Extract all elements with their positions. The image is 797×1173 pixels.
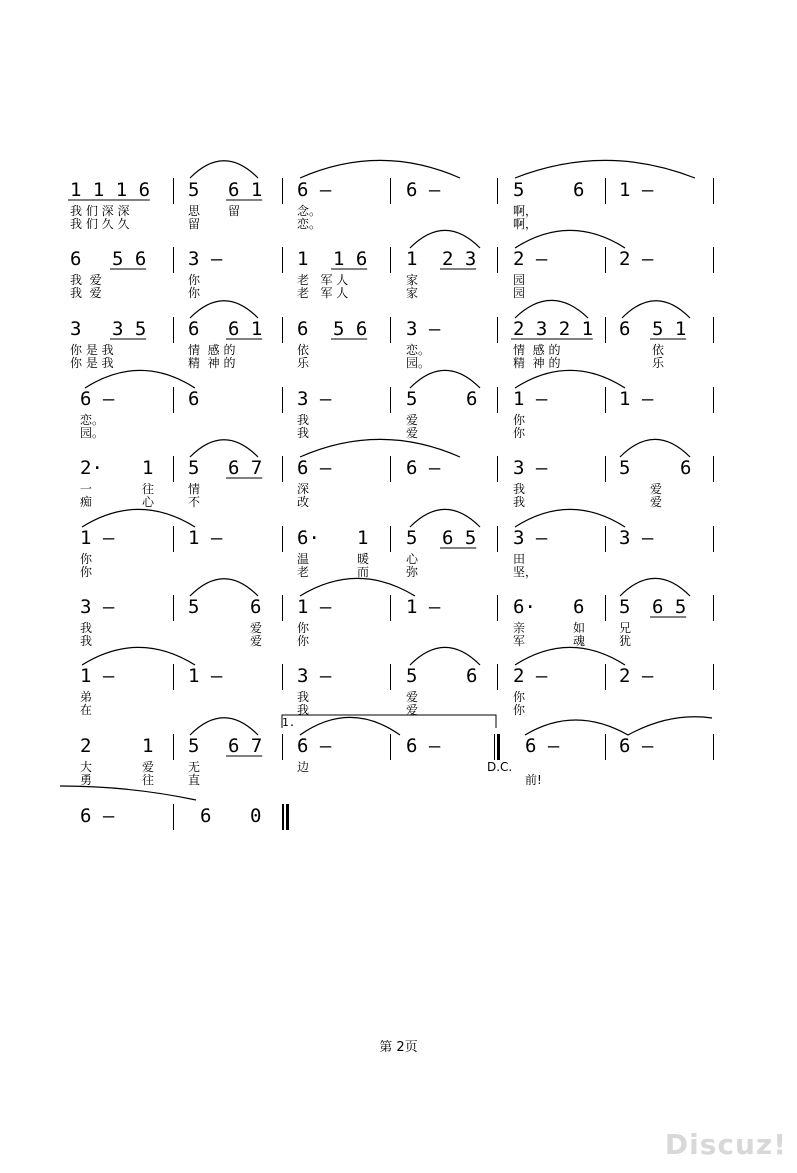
note-group: 6 – — [619, 735, 654, 757]
lyric-verse-1: 边 — [297, 760, 310, 774]
lyric-verse-2: 爱 — [650, 495, 663, 509]
lyric-verse-2: 家 — [406, 286, 419, 300]
barline — [497, 178, 498, 204]
note-group: 5 — [188, 457, 200, 479]
note-group: 1 — [297, 248, 309, 270]
note-group: 3 – — [297, 388, 332, 410]
slur-arc — [190, 301, 258, 318]
barline — [713, 247, 714, 273]
lyric-verse-1: D.C. — [487, 760, 513, 774]
barline — [390, 178, 391, 204]
barline — [390, 595, 391, 621]
barline — [173, 178, 174, 204]
lyric-verse-2: 你 — [513, 426, 526, 440]
lyric-verse-1: 我 们 深 深 — [70, 204, 130, 218]
lyric-verse-1: 弟 — [80, 690, 93, 704]
slur-arc — [515, 230, 625, 248]
slur-arc — [515, 160, 695, 178]
barline — [390, 247, 391, 273]
slur-arc — [190, 161, 258, 178]
lyric-verse-2: 往 — [142, 773, 155, 787]
note-group: 5 — [406, 388, 418, 410]
barline — [497, 387, 498, 413]
barline — [497, 247, 498, 273]
lyric-verse-2: 我 — [297, 703, 310, 717]
barline — [282, 178, 283, 204]
barline — [173, 664, 174, 690]
barline — [713, 664, 714, 690]
slur-arc — [515, 509, 625, 527]
lyric-verse-2: 犹 — [619, 634, 632, 648]
lyric-verse-1: 我 — [297, 690, 310, 704]
note-group: 1 – — [188, 527, 223, 549]
lyric-verse-2: 坚， — [513, 565, 538, 579]
barline — [497, 317, 498, 343]
note-group: 6 – — [297, 735, 332, 757]
note-group: 2 — [80, 735, 92, 757]
barline — [497, 595, 498, 621]
note-group: 3 — [70, 318, 82, 340]
barline — [173, 804, 174, 830]
lyric-verse-1: 情 — [188, 482, 201, 496]
watermark-logo: Discuz! — [664, 1128, 787, 1161]
lyric-verse-1: 爱 — [406, 690, 419, 704]
note-group: 6 — [250, 596, 262, 618]
note-group: 5 — [619, 457, 631, 479]
lyric-verse-1: 家 — [406, 273, 419, 287]
slur-arc — [515, 300, 588, 318]
tie-arc — [525, 717, 712, 735]
barline — [173, 247, 174, 273]
barline — [173, 456, 174, 482]
barline — [282, 317, 283, 343]
barline — [282, 456, 283, 482]
lyric-verse-1: 情 感 的 — [188, 343, 236, 357]
lyric-verse-2: 你 是 我 — [70, 356, 114, 370]
lyric-verse-1: 爱 — [650, 482, 663, 496]
barline — [713, 456, 714, 482]
lyric-verse-1: 恋。 — [406, 343, 431, 357]
barline — [282, 387, 283, 413]
volta-label: 1. — [282, 716, 296, 729]
barline — [605, 178, 606, 204]
lyric-verse-1: 心 — [406, 552, 419, 566]
lyric-verse-1: 爱 — [406, 413, 419, 427]
tie-arc — [60, 786, 196, 800]
lyric-verse-1: 啊， — [513, 204, 538, 218]
note-group: 6 — [188, 318, 200, 340]
note-group: 1 — [357, 527, 369, 549]
note-group: 3 – — [513, 457, 548, 479]
barline — [282, 664, 283, 690]
final-barline — [282, 804, 284, 830]
lyric-verse-2: 我 们 久 久 — [70, 217, 130, 231]
lyric-verse-1: 依 — [652, 343, 665, 357]
lyric-verse-2: 我 — [297, 426, 310, 440]
note-group: 2 3 — [442, 248, 477, 270]
lyric-verse-1: 念。 — [297, 204, 322, 218]
note-group: 2 – — [513, 665, 548, 687]
lyric-verse-2: 爱 — [250, 634, 263, 648]
slur-arc — [190, 440, 258, 457]
barline — [605, 664, 606, 690]
note-group: 0 — [250, 805, 262, 827]
lyric-verse-2: 军 — [513, 634, 526, 648]
barline — [605, 526, 606, 552]
barline — [497, 456, 498, 482]
lyric-verse-1: 一 — [80, 482, 93, 496]
note-group: 6 5 — [442, 527, 477, 549]
barline — [282, 734, 283, 760]
lyric-verse-2: 我 — [80, 634, 93, 648]
slur-arc — [82, 647, 195, 665]
lyric-verse-2: 园。 — [406, 356, 431, 370]
slur-arc — [300, 578, 415, 596]
note-group: 2 – — [513, 248, 548, 270]
note-group: 6 – — [297, 179, 332, 201]
lyric-verse-2: 乐 — [297, 356, 310, 370]
lyric-verse-1: 你 — [297, 621, 310, 635]
note-group: 6 – — [80, 805, 115, 827]
lyric-verse-1: 温 — [297, 552, 310, 566]
lyric-verse-2: 在 — [80, 703, 93, 717]
barline — [173, 526, 174, 552]
lyric-verse-1: 你 是 我 — [70, 343, 114, 357]
lyric-verse-2: 勇 — [80, 773, 93, 787]
barline — [390, 664, 391, 690]
lyric-verse-1: 无 — [188, 760, 201, 774]
lyric-verse-1: 你 — [513, 690, 526, 704]
note-group: 6 – — [525, 735, 560, 757]
note-group: 6 5 — [652, 596, 687, 618]
slur-arc — [410, 230, 480, 248]
lyric-verse-2: 园 — [513, 286, 526, 300]
lyric-verse-1: 深 — [297, 482, 310, 496]
note-group: 5 — [188, 179, 200, 201]
note-group: 5 — [188, 735, 200, 757]
barline — [605, 595, 606, 621]
note-group: 3 – — [297, 665, 332, 687]
barline — [173, 317, 174, 343]
lyric-verse-2: 你 — [297, 634, 310, 648]
note-group: 6 – — [297, 457, 332, 479]
note-group: 2 3 2 1 — [513, 318, 594, 340]
note-group: 3 – — [406, 318, 441, 340]
lyric-verse-2: 你 — [80, 565, 93, 579]
slur-arc — [620, 439, 690, 457]
note-group: 6 – — [80, 388, 115, 410]
note-group: 2 – — [619, 248, 654, 270]
lyric-verse-1: 如 — [573, 621, 586, 635]
note-group: 3 – — [513, 527, 548, 549]
lyric-verse-2: 你 — [188, 286, 201, 300]
barline — [713, 734, 714, 760]
lyric-verse-1: 爱 — [250, 621, 263, 635]
note-group: 6 1 — [228, 179, 263, 201]
lyric-verse-1: 你 — [513, 413, 526, 427]
note-group: 3 – — [80, 596, 115, 618]
note-group: 1 – — [297, 596, 332, 618]
lyric-verse-2: 痴 — [80, 495, 93, 509]
note-group: 6 7 — [228, 457, 263, 479]
lyric-verse-1: 恋。 — [80, 413, 105, 427]
note-group: 6 — [188, 388, 200, 410]
note-group: 5 6 — [333, 318, 368, 340]
lyric-verse-1: 依 — [297, 343, 310, 357]
note-group: 6 — [573, 179, 585, 201]
slur-arc — [620, 578, 690, 596]
barline — [605, 317, 606, 343]
barline — [605, 247, 606, 273]
note-group: 6 1 — [228, 318, 263, 340]
lyric-verse-2: 园。 — [80, 426, 105, 440]
note-group: 6 7 — [228, 735, 263, 757]
slur-arc — [515, 647, 625, 665]
note-group: 1 — [406, 248, 418, 270]
lyric-verse-1: 我 — [80, 621, 93, 635]
lyric-verse-2: 爱 — [406, 426, 419, 440]
note-group: 3 – — [619, 527, 654, 549]
note-group: 6 — [297, 318, 309, 340]
page-number: 第 2页 — [379, 1040, 418, 1055]
barline — [390, 734, 391, 760]
lyric-verse-2: 爱 — [406, 703, 419, 717]
lyric-verse-2: 我 爱 — [70, 286, 102, 300]
slur-arc — [410, 647, 480, 665]
slur-arc — [190, 579, 258, 596]
slur-arc — [410, 370, 480, 388]
slur-arc — [300, 160, 460, 178]
note-group: 1 – — [80, 527, 115, 549]
lyric-verse-1: 大 — [80, 760, 93, 774]
note-group: 5 1 — [652, 318, 687, 340]
lyric-verse-1: 往 — [142, 482, 155, 496]
note-group: 6· — [297, 527, 320, 549]
note-group: 6 – — [406, 457, 441, 479]
lyric-verse-2: 你 — [513, 703, 526, 717]
barline — [497, 664, 498, 690]
slur-arc — [300, 717, 400, 735]
lyric-verse-2: 留 — [188, 217, 201, 231]
lyric-verse-1: 兄 — [619, 621, 632, 635]
lyric-verse-1: 思 — [188, 204, 201, 218]
slur-arc — [85, 370, 195, 388]
lyric-verse-2: 精 神 的 — [513, 356, 561, 370]
note-group: 1 — [142, 735, 154, 757]
barline — [713, 317, 714, 343]
barline — [605, 387, 606, 413]
barline — [390, 317, 391, 343]
note-group: 2· — [80, 457, 103, 479]
barline — [390, 456, 391, 482]
note-group: 6 — [619, 318, 631, 340]
lyric-verse-1: 老 军 人 — [297, 273, 349, 287]
note-group: 1 — [142, 457, 154, 479]
note-group: 1 – — [188, 665, 223, 687]
note-group: 3 5 — [112, 318, 147, 340]
slur-arc — [622, 301, 690, 318]
barline — [282, 595, 283, 621]
barline — [390, 526, 391, 552]
barline — [390, 387, 391, 413]
note-group: 6 — [573, 596, 585, 618]
repeat-barline — [494, 734, 495, 760]
note-group: 6 — [200, 805, 212, 827]
barline — [605, 456, 606, 482]
lyric-verse-2: 魂 — [573, 634, 586, 648]
note-group: 1 – — [619, 179, 654, 201]
lyric-verse-2: 前! — [525, 773, 542, 787]
note-group: 1 – — [619, 388, 654, 410]
lyric-verse-1: 我 — [513, 482, 526, 496]
note-group: 6 — [466, 388, 478, 410]
lyric-verse-2: 恋。 — [297, 217, 322, 231]
lyric-verse-1: 园 — [513, 273, 526, 287]
note-group: 2 – — [619, 665, 654, 687]
barline — [713, 595, 714, 621]
slur-arc — [300, 439, 460, 457]
lyric-verse-1: 情 感 的 — [513, 343, 561, 357]
lyric-verse-1: 你 — [188, 273, 201, 287]
lyric-verse-2: 老 — [297, 565, 310, 579]
note-group: 6 — [466, 665, 478, 687]
lyric-verse-2: 老 军 人 — [297, 286, 349, 300]
slur-arc — [410, 509, 480, 527]
lyric-verse-2: 直 — [188, 773, 201, 787]
lyric-verse-2: 弥 — [406, 565, 419, 579]
final-barline — [286, 804, 289, 830]
barline — [605, 734, 606, 760]
note-group: 5 6 — [112, 248, 147, 270]
note-group: 5 — [188, 596, 200, 618]
note-group: 6· — [513, 596, 536, 618]
note-group: 6 — [680, 457, 692, 479]
slur-arc — [82, 509, 195, 527]
note-group: 6 – — [406, 735, 441, 757]
barline — [173, 734, 174, 760]
note-group: 5 — [406, 527, 418, 549]
barline — [713, 526, 714, 552]
lyric-verse-2: 心 — [142, 495, 155, 509]
barline — [282, 247, 283, 273]
barline — [713, 178, 714, 204]
slur-arc — [515, 370, 625, 388]
note-group: 1 – — [80, 665, 115, 687]
slur-arc — [190, 718, 258, 735]
lyric-verse-2: 而 — [357, 565, 370, 579]
lyric-verse-1: 留 — [228, 204, 241, 218]
barline — [173, 387, 174, 413]
note-group: 5 — [406, 665, 418, 687]
note-group: 5 — [513, 179, 525, 201]
lyric-verse-1: 我 — [297, 413, 310, 427]
barline — [713, 387, 714, 413]
lyric-verse-2: 精 神 的 — [188, 356, 236, 370]
note-group: 1 6 — [333, 248, 368, 270]
lyric-verse-2: 我 — [513, 495, 526, 509]
lyric-verse-2: 啊， — [513, 217, 538, 231]
note-group: 1 – — [513, 388, 548, 410]
note-group: 3 – — [188, 248, 223, 270]
lyric-verse-1: 暖 — [357, 552, 370, 566]
lyric-verse-1: 爱 — [142, 760, 155, 774]
note-group: 6 — [70, 248, 82, 270]
barline — [497, 526, 498, 552]
lyric-verse-2: 乐 — [652, 356, 665, 370]
lyric-verse-1: 你 — [80, 552, 93, 566]
lyric-verse-1: 我 爱 — [70, 273, 102, 287]
barline — [173, 595, 174, 621]
note-group: 6 – — [406, 179, 441, 201]
note-group: 1 – — [406, 596, 441, 618]
barline — [282, 526, 283, 552]
lyric-verse-1: 亲 — [513, 621, 526, 635]
lyric-verse-2: 不 — [188, 495, 201, 509]
repeat-barline — [497, 734, 500, 760]
lyric-verse-2: 改 — [297, 495, 310, 509]
lyric-verse-1: 田 — [513, 552, 526, 566]
note-group: 5 — [619, 596, 631, 618]
note-group: 1 1 1 6 — [70, 179, 151, 201]
